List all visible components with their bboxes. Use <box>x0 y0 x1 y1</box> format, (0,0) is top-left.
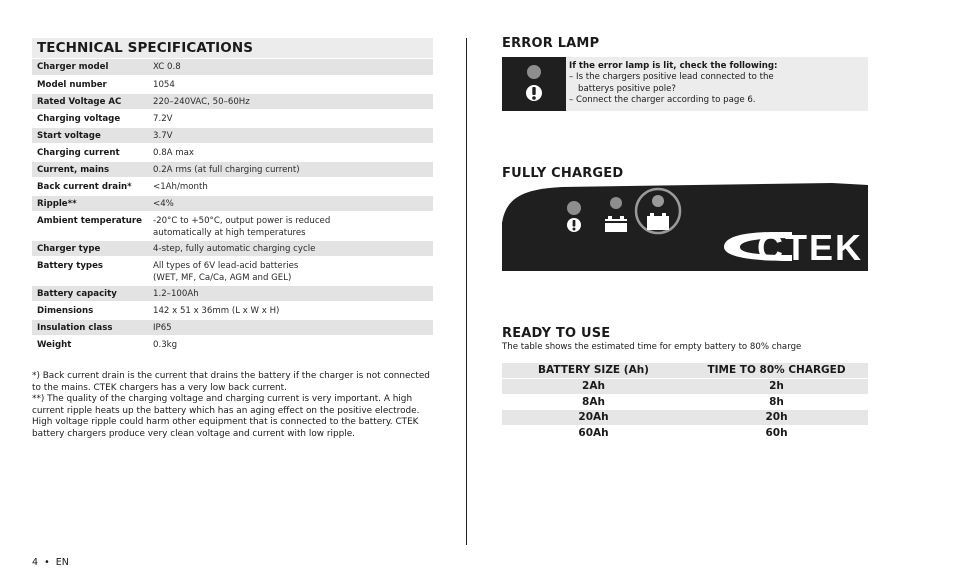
spec-row <box>32 212 433 240</box>
spec-value <box>148 212 433 240</box>
column-divider <box>466 38 467 545</box>
spec-row <box>32 178 433 195</box>
spec-label: Charger type <box>32 240 148 257</box>
spec-value: <4% <box>148 195 433 212</box>
spec-row <box>32 127 433 144</box>
spec-value: <1Ah/month <box>148 178 433 195</box>
lamp-off-icon <box>527 65 541 79</box>
tech-spec-title: TECHNICAL SPECIFICATIONS <box>37 40 254 56</box>
spec-row <box>32 93 433 110</box>
spec-value-line: -20°C to +50°C, output power is reduced <box>153 216 331 226</box>
spec-row <box>32 257 433 285</box>
error-check-1-cont: batterys positive pole? <box>578 83 676 94</box>
lamp-on-icon <box>652 195 664 207</box>
spec-row <box>32 285 433 302</box>
spec-row <box>32 110 433 127</box>
spec-value: 1.2–100Ah <box>148 285 433 302</box>
spec-label: Charging voltage <box>32 110 148 127</box>
ctek-logo-text: CTEK <box>757 227 863 268</box>
spec-label: Dimensions <box>32 302 148 319</box>
charge-time-cell: 60h <box>685 425 868 441</box>
battery-size-cell: 20Ah <box>502 410 685 426</box>
table-header-row <box>502 363 868 379</box>
page-number: 4 <box>32 557 39 568</box>
battery-size-cell: 2Ah <box>502 379 685 395</box>
spec-label: Weight <box>32 336 148 353</box>
error-lamp-heading: If the error lamp is lit, check the following: <box>569 61 778 71</box>
spec-value-line: (WET, MF, Ca/Ca, AGM and GEL) <box>153 272 292 283</box>
spec-row <box>32 240 433 257</box>
footnote-back-current: *) Back current drain is the current that drains the battery if the charger is not connected to the mains. CTEK chargers has a very low back current. <box>32 371 430 393</box>
spec-row <box>32 195 433 212</box>
spec-label: Start voltage <box>32 127 148 144</box>
spec-value: 220–240VAC, 50–60Hz <box>148 93 433 110</box>
spec-value: 0.8A max <box>148 144 433 161</box>
battery-size-cell: 60Ah <box>502 425 685 441</box>
spec-row <box>32 76 433 93</box>
spec-label: Rated Voltage AC <box>32 93 148 110</box>
spec-value: 0.2A rms (at full charging current) <box>148 161 433 178</box>
spec-label: Ripple** <box>32 195 148 212</box>
battery-size-cell: 8Ah <box>502 394 685 410</box>
col-header-time: TIME TO 80% CHARGED <box>685 363 868 379</box>
spec-value-line: automatically at high temperatures <box>153 227 306 238</box>
spec-label: Ambient temperature <box>32 212 148 240</box>
table-row <box>502 425 868 441</box>
charge-time-cell: 8h <box>685 394 868 410</box>
spec-label: Charging current <box>32 144 148 161</box>
spec-value: 0.3kg <box>148 336 433 353</box>
spec-label: Current, mains <box>32 161 148 178</box>
spec-label: Battery capacity <box>32 285 148 302</box>
page-footer <box>32 557 69 568</box>
charge-time-cell: 20h <box>685 410 868 426</box>
table-row <box>502 379 868 395</box>
ready-to-use-title: READY TO USE <box>502 326 611 341</box>
battery-full-icon <box>647 216 669 230</box>
footnotes <box>32 371 432 441</box>
spec-label: Insulation class <box>32 319 148 336</box>
spec-row <box>32 161 433 178</box>
fully-charged-title: FULLY CHARGED <box>502 166 624 181</box>
spec-value: 3.7V <box>148 127 433 144</box>
spec-table <box>32 59 433 354</box>
spec-value: 142 x 51 x 36mm (L x W x H) <box>148 302 433 319</box>
spec-row <box>32 144 433 161</box>
table-row <box>502 394 868 410</box>
error-lamp-panel <box>502 57 566 111</box>
footnote-ripple: **) The quality of the charging voltage and charging current is very important. A high current ripple heats up the battery which has an aging effect on the positive electrode. High voltage ripple could harm other equipment that is connected to the battery. CTEK battery chargers produce very clean voltage and current with low ripple. <box>32 394 420 439</box>
error-lamp-illustration <box>502 57 566 111</box>
spec-value <box>148 257 433 285</box>
spec-label: Model number <box>32 76 148 93</box>
col-header-battery-size: BATTERY SIZE (Ah) <box>502 363 685 379</box>
table-row <box>502 410 868 426</box>
spec-row <box>32 336 433 353</box>
charger-device-svg <box>502 183 868 271</box>
battery-charging-icon <box>605 219 627 232</box>
error-check-1: – Is the chargers positive lead connected to the <box>569 72 774 83</box>
spec-value: XC 0.8 <box>148 59 433 76</box>
error-check-2: – Connect the charger according to page 6. <box>569 95 756 106</box>
spec-label: Battery types <box>32 257 148 285</box>
language-code: EN <box>55 557 69 568</box>
charge-time-table <box>502 363 868 441</box>
charger-panel-illustration <box>502 183 868 271</box>
charge-time-cell: 2h <box>685 379 868 395</box>
spec-row <box>32 59 433 76</box>
error-lamp-text <box>569 61 865 107</box>
spec-row <box>32 302 433 319</box>
spec-label: Charger model <box>32 59 148 76</box>
spec-value: 4-step, fully automatic charging cycle <box>148 240 433 257</box>
spec-value: 1054 <box>148 76 433 93</box>
spec-row <box>32 319 433 336</box>
spec-value: IP65 <box>148 319 433 336</box>
footer-separator: • <box>44 557 50 568</box>
lamp-off-icon <box>567 201 581 215</box>
ready-to-use-subtitle: The table shows the estimated time for empty battery to 80% charge <box>502 342 802 352</box>
spec-value: 7.2V <box>148 110 433 127</box>
lamp-off-icon <box>610 197 622 209</box>
spec-label: Back current drain* <box>32 178 148 195</box>
error-lamp-title: ERROR LAMP <box>502 36 600 51</box>
spec-value-line: All types of 6V lead-acid batteries <box>153 261 299 271</box>
tech-spec-title-bar <box>32 38 433 58</box>
